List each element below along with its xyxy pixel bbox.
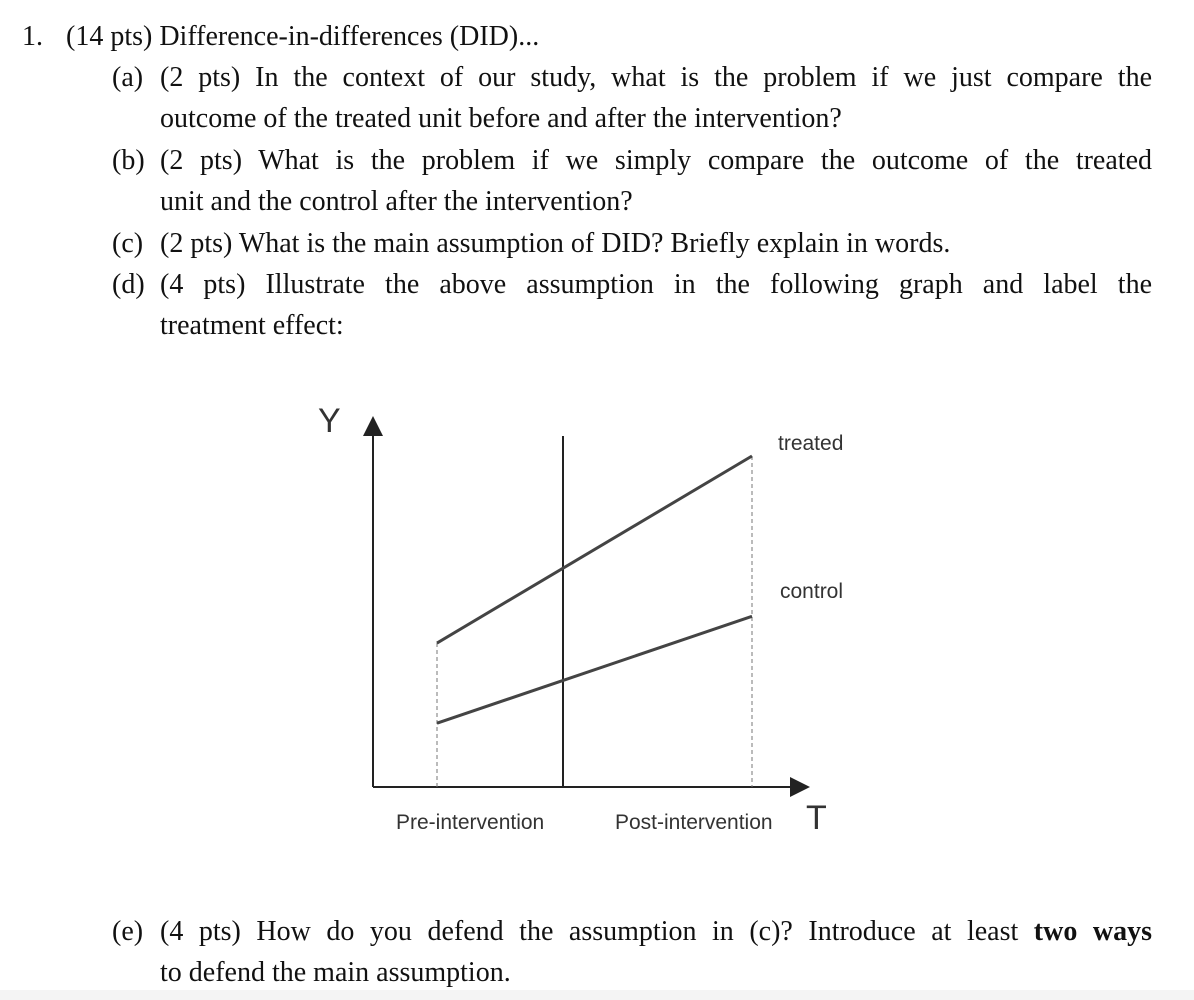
item-e-line1-bold: two ways — [1033, 916, 1152, 947]
item-b-line1: (2 pts) What is the problem if we simply compare the outcome of the treated — [160, 145, 1152, 176]
item-e — [112, 911, 1152, 993]
tick-label-post: Post-intervention — [615, 811, 773, 834]
item-e-label: (e) — [112, 916, 144, 947]
item-d-label: (d) — [112, 269, 145, 300]
question-number: 1. — [22, 21, 43, 52]
item-a-label: (a) — [112, 62, 144, 93]
page-bottom-edge — [0, 990, 1194, 1000]
item-c-label: (c) — [112, 228, 144, 259]
tick-label-pre: Pre-intervention — [396, 811, 545, 834]
series-label-control: control — [780, 580, 844, 603]
item-c-line1: (2 pts) What is the main assumption of DID? Briefly explain in words. — [160, 228, 951, 259]
item-e-line2: to defend the main assumption. — [160, 957, 511, 988]
item-a-line2: outcome of the treated unit before and after the intervention? — [160, 103, 842, 134]
x-axis-label: T — [806, 799, 827, 837]
series-line-control — [437, 616, 752, 723]
item-e-line1-pre: (4 pts) How do you defend the assumption in (c)? Introduce at least — [160, 916, 1034, 947]
series-line-treated — [437, 456, 752, 643]
item-b-line2: unit and the control after the intervention? — [160, 186, 633, 217]
y-axis-label: Y — [318, 402, 341, 440]
item-a-line1: (2 pts) In the context of our study, what is the problem if we just compare the — [160, 62, 1152, 93]
item-b-label: (b) — [112, 145, 145, 176]
item-d-line2: treatment effect: — [160, 310, 344, 341]
item-d-line1: (4 pts) Illustrate the above assumption in the following graph and label the — [160, 269, 1152, 300]
question-title: (14 pts) Difference-in-differences (DID)... — [66, 21, 540, 52]
series-label-treated: treated — [778, 432, 844, 455]
